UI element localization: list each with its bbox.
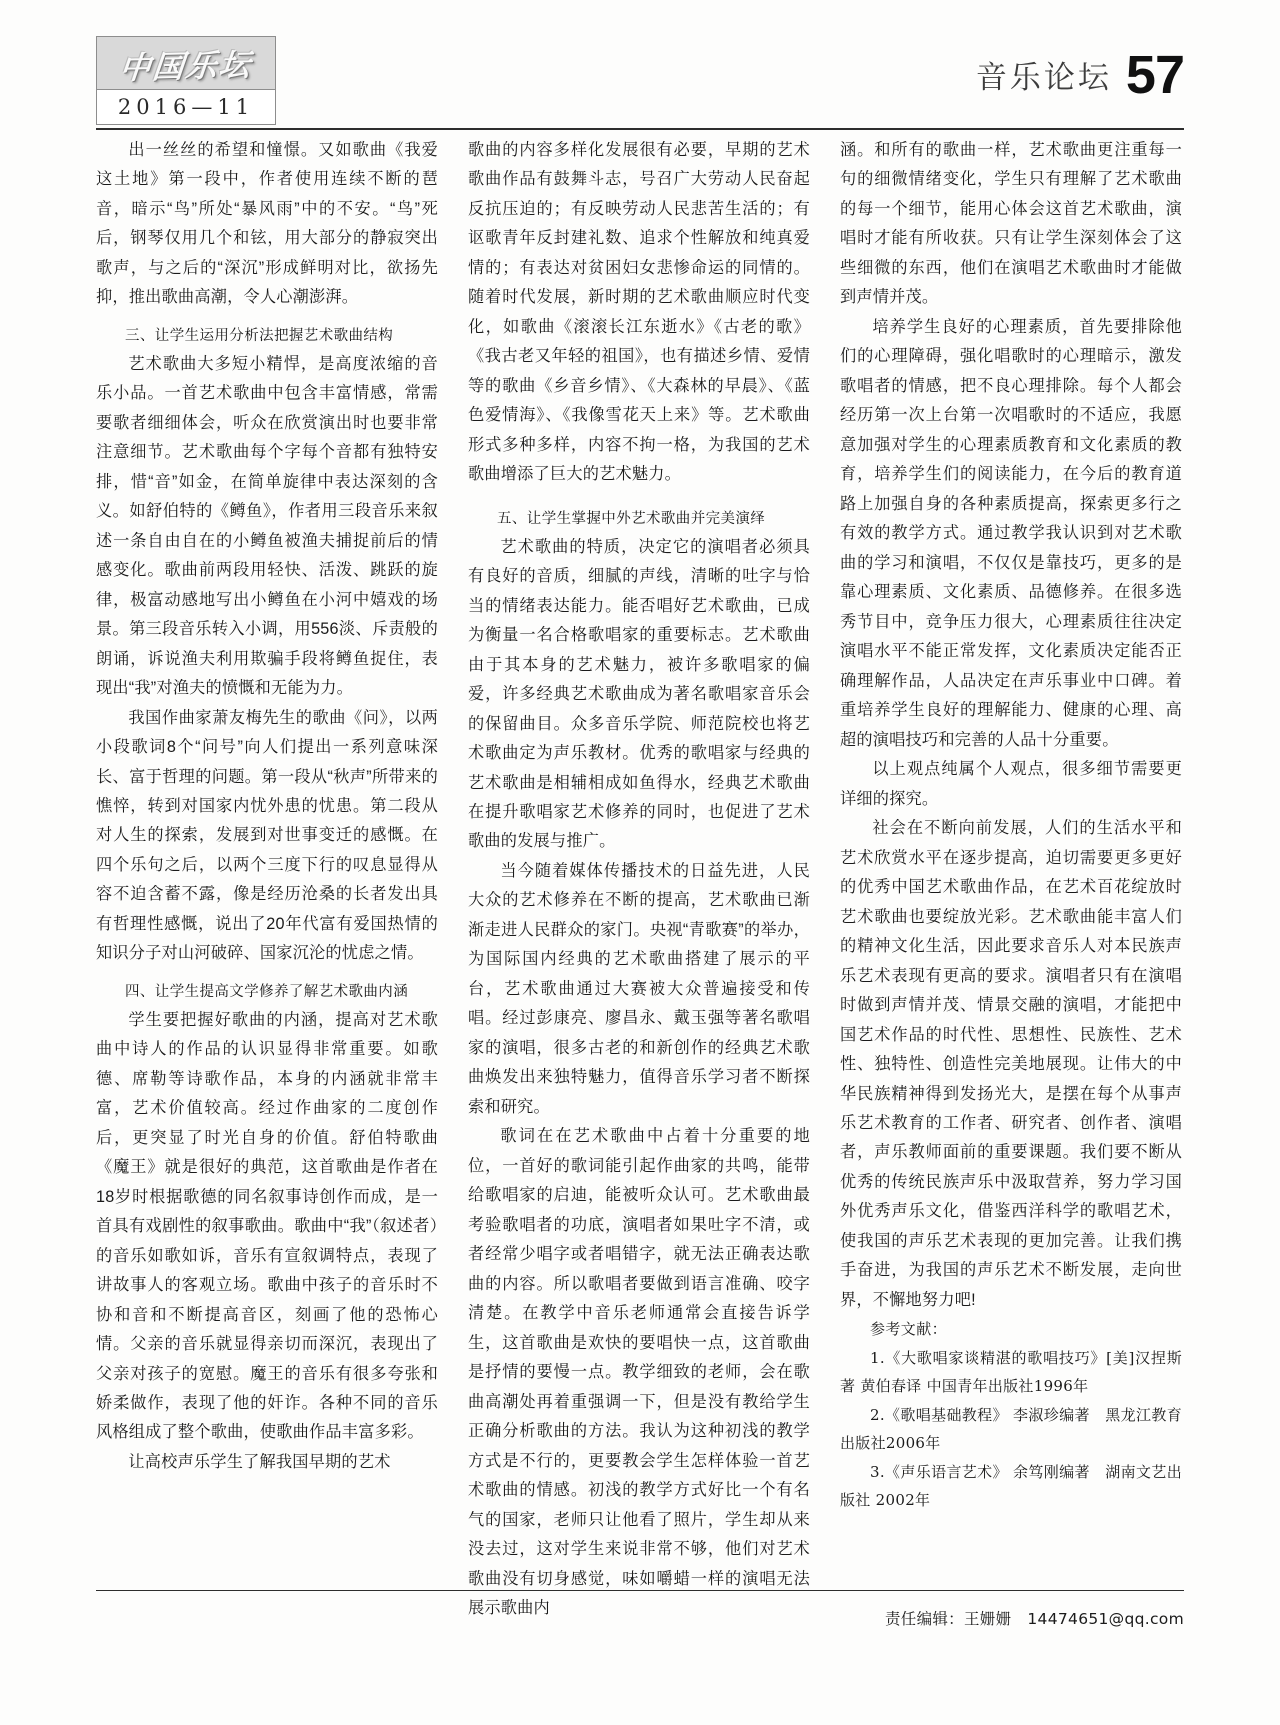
editor-label: 责任编辑：	[884, 1610, 964, 1628]
page-header	[975, 45, 1184, 105]
paragraph: 我国作曲家萧友梅先生的歌曲《问》，以两小段歌词8个“问号”向人们提出一系列意味深长、富于哲理的问题。第一段从“秋声”所带来的憔悴，转到对国家内忧外患的忧患。第二段从对人生的探索，发展到对世事变迁的感慨。在四个乐句之后，以两个三度下行的叹息显得从容不迫含蓄不露，像是经历沧桑的长者发出具有哲理性感慨，说出了20年代富有爱国热情的知识分子对山河破碎、国家沉沦的忧虑之情。	[96, 708, 438, 963]
article-body	[96, 136, 1184, 1618]
footer-rule	[96, 1590, 1184, 1591]
page-number: 57	[1125, 45, 1184, 105]
footer	[885, 1607, 1184, 1629]
section-title: 音乐论坛	[975, 60, 1112, 97]
editor-email: 14474651@qq.com	[1027, 1610, 1184, 1628]
paragraph: 以上观点纯属个人观点，很多细节需要更详细的探究。	[840, 760, 1182, 808]
heading-section-4: 四、让学生提高文学修养了解艺术歌曲内涵	[125, 983, 409, 1000]
column-left	[96, 136, 438, 1471]
references-heading: 参考文献：	[870, 1320, 948, 1339]
paragraph: 艺术歌曲大多短小精悍，是高度浓缩的音乐小品。一首艺术歌曲中包含丰富情感，常需要歌者细细体会，听众在欣赏演出时也要非常注意细节。艺术歌曲每个字每个音都有独特安排，惜“音”如金，在简单旋律中表达深刻的含义。如舒伯特的《鳟鱼》，作者用三段音乐来叙述一条自由自在的小鳟鱼被渔夫捕捉前后的情感变化。歌曲前两段用轻快、活泼、跳跃的旋律，极富动感地写出小鳟鱼在小河中嬉戏的场景。第三段音乐转入小调，用556淡、斥责般的朗诵，诉说渔夫利用欺骗手段将鳟鱼捉住，表现出“我”对渔夫的愤慨和无能为力。	[96, 354, 438, 698]
paragraph: 出一丝丝的希望和憧憬。又如歌曲《我爱这土地》第一段中，作者使用连续不断的琶音，暗示“鸟”所处“暴风雨”中的不安。“鸟”死后，钢琴仅用几个和铉，用大部分的静寂突出歌声，与之后的“深沉”形成鲜明对比，欲扬先抑，推出歌曲高潮，令人心潮澎湃。	[96, 141, 438, 307]
heading-section-3: 三、让学生运用分析法把握艺术歌曲结构	[125, 327, 394, 344]
paragraph: 艺术歌曲的特质，决定它的演唱者必须具有良好的音质，细腻的声线，清晰的吐字与恰当的情绪表达能力。能否唱好艺术歌曲，已成为衡量一名合格歌唱家的重要标志。艺术歌曲由于其本身的艺术魅力，被许多歌唱家的偏爱，许多经典艺术歌曲成为著名歌唱家音乐会的保留曲目。众多音乐学院、师范院校也将艺术歌曲定为声乐教材。优秀的歌唱家与经典的艺术歌曲是相辅相成如鱼得水，经典艺术歌曲在提升歌唱家艺术修养的同时，也促进了艺术歌曲的发展与推广。	[468, 537, 810, 851]
paragraph: 涵。和所有的歌曲一样，艺术歌曲更注重每一句的细微情绪变化，学生只有理解了艺术歌曲的每一个细节，能用心体会这首艺术歌曲，演唱时才能有所收获。只有让学生深刻体会了这些细微的东西，他们在演唱艺术歌曲时才能做到声情并茂。	[840, 141, 1182, 307]
masthead	[96, 36, 276, 125]
journal-name: 中国乐坛	[117, 46, 254, 87]
journal-logo	[96, 36, 276, 90]
paragraph: 培养学生良好的心理素质，首先要排除他们的心理障碍，强化唱歌时的心理暗示，激发歌唱者的情感，把不良心理排除。每个人都会经历第一次上台第一次唱歌时的不适应，我愿意加强对学生的心理素质教育和文化素质的教育，培养学生们的阅读能力，在今后的教育道路上加强自身的各种素质提高，探索更多行之有效的教学方式。通过教学我认识到对艺术歌曲的学习和演唱，不仅仅是靠技巧，更多的是靠心理素质、文化素质、品德修养。在很多选秀节目中，竞争压力很大，心理素质往往决定演唱水平不能正常发挥，文化素质决定能否正确理解作品，人品决定在声乐事业中口碑。着重培养学生良好的理解能力、健康的心理、高超的演唱技巧和完善的人品十分重要。	[840, 317, 1182, 749]
editor-name: 王姗姗	[963, 1610, 1012, 1628]
reference-item: 1.《大歌唱家谈精湛的歌唱技巧》[美]汉捏斯著 黄伯春译 中国青年出版社1996年	[840, 1348, 1182, 1396]
column-right	[840, 136, 1182, 1510]
column-center	[468, 136, 810, 1618]
paragraph: 让高校声乐学生了解我国早期的艺术	[128, 1452, 391, 1471]
paragraph: 学生要把握好歌曲的内涵，提高对艺术歌曲中诗人的作品的认识显得非常重要。如歌德、席勒等诗歌作品，本身的内涵就非常丰富，艺术价值较高。经过作曲家的二度创作后，更突显了时光自身的价值。舒伯特歌曲《魔王》就是很好的典范，这首歌曲是作者在18岁时根据歌德的同名叙事诗创作而成，是一首具有戏剧性的叙事歌曲。歌曲中“我”（叙述者）的音乐如歌如诉，音乐有宣叙调特点，表现了讲故事人的客观立场。歌曲中孩子的音乐时不协和音和不断提高音区，刻画了他的恐怖心情。父亲的音乐就显得亲切而深沉，表现出了父亲对孩子的宽慰。魔王的音乐有很多夸张和娇柔做作，表现了他的奸诈。各种不同的音乐风格组成了整个歌曲，使歌曲作品丰富多彩。	[96, 1010, 438, 1442]
reference-item: 2.《歌唱基础教程》 李淑珍编著 黑龙江教育出版社2006年	[840, 1405, 1182, 1453]
reference-item: 3.《声乐语言艺术》 余笃刚编著 湖南文艺出版社 2002年	[840, 1462, 1182, 1510]
issue-number: 2016—11	[96, 90, 276, 125]
header-rule	[96, 128, 1184, 130]
paragraph: 歌曲的内容多样化发展很有必要，早期的艺术歌曲作品有鼓舞斗志，号召广大劳动人民奋起反抗压迫的；有反映劳动人民悲苦生活的；有讴歌青年反封建礼数、追求个性解放和纯真爱情的；有表达对贫困妇女悲惨命运的同情的。随着时代发展，新时期的艺术歌曲顺应时代变化，如歌曲《滚滚长江东逝水》《古老的歌》《我古老又年轻的祖国》，也有描述乡情、爱情等的歌曲《乡音乡情》、《大森林的早晨》、《蓝色爱情海》、《我像雪花天上来》等。艺术歌曲形式多种多样，内容不拘一格，为我国的艺术歌曲增添了巨大的艺术魅力。	[468, 141, 810, 484]
paragraph: 歌词在在艺术歌曲中占着十分重要的地位，一首好的歌词能引起作曲家的共鸣，能带给歌唱家的启迪，能被听众认可。艺术歌曲最考验歌唱者的功底，演唱者如果吐字不清，或者经常少唱字或者唱错字，就无法正确表达歌曲的内容。所以歌唱者要做到语言准确、咬字清楚。在教学中音乐老师通常会直接告诉学生，这首歌曲是欢快的要唱快一点，这首歌曲是抒情的要慢一点。教学细致的老师，会在歌曲高潮处再着重强调一下，但是没有教给学生正确分析歌曲的方法。我认为这种初浅的教学方式是不行的，更要教会学生怎样体验一首艺术歌曲的情感。初浅的教学方式好比一个有名气的国家，老师只让他看了照片，学生却从来没去过，这对学生来说非常不够，他们对艺术歌曲没有切身感觉，味如嚼蜡一样的演唱无法展示歌曲内	[468, 1127, 810, 1618]
paragraph: 当今随着媒体传播技术的日益先进，人民大众的艺术修养在不断的提高，艺术歌曲已渐渐走进人民群众的家门。央视“青歌赛”的举办，为国际国内经典的艺术歌曲搭建了展示的平台，艺术歌曲通过大赛被大众普遍接受和传唱。经过彭康亮、廖昌永、戴玉强等著名歌唱家的演唱，很多古老的和新创作的经典艺术歌曲焕发出来独特魅力，值得音乐学习者不断探索和研究。	[468, 861, 810, 1116]
paragraph: 社会在不断向前发展，人们的生活水平和艺术欣赏水平在逐步提高，迫切需要更多更好的优秀中国艺术歌曲作品，在艺术百花绽放时艺术歌曲也要绽放光彩。艺术歌曲能丰富人们的精神文化生活，因此要求音乐人对本民族声乐艺术表现有更高的要求。演唱者只有在演唱时做到声情并茂、情景交融的演唱，才能把中国艺术作品的时代性、思想性、民族性、艺术性、独特性、创造性完美地展现。让伟大的中华民族精神得到发扬光大，是摆在每个从事声乐艺术教育的工作者、研究者、创作者、演唱者，声乐教师面前的重要课题。我们要不断从优秀的传统民族声乐中汲取营养，努力学习国外优秀声乐文化，借鉴西洋科学的歌唱艺术，使我国的声乐艺术表现的更加完善。让我们携手奋进，为我国的声乐艺术不断发展，走向世界，不懈地努力吧!	[840, 819, 1182, 1309]
heading-section-5: 五、让学生掌握中外艺术歌曲并完美演绎	[497, 510, 766, 527]
